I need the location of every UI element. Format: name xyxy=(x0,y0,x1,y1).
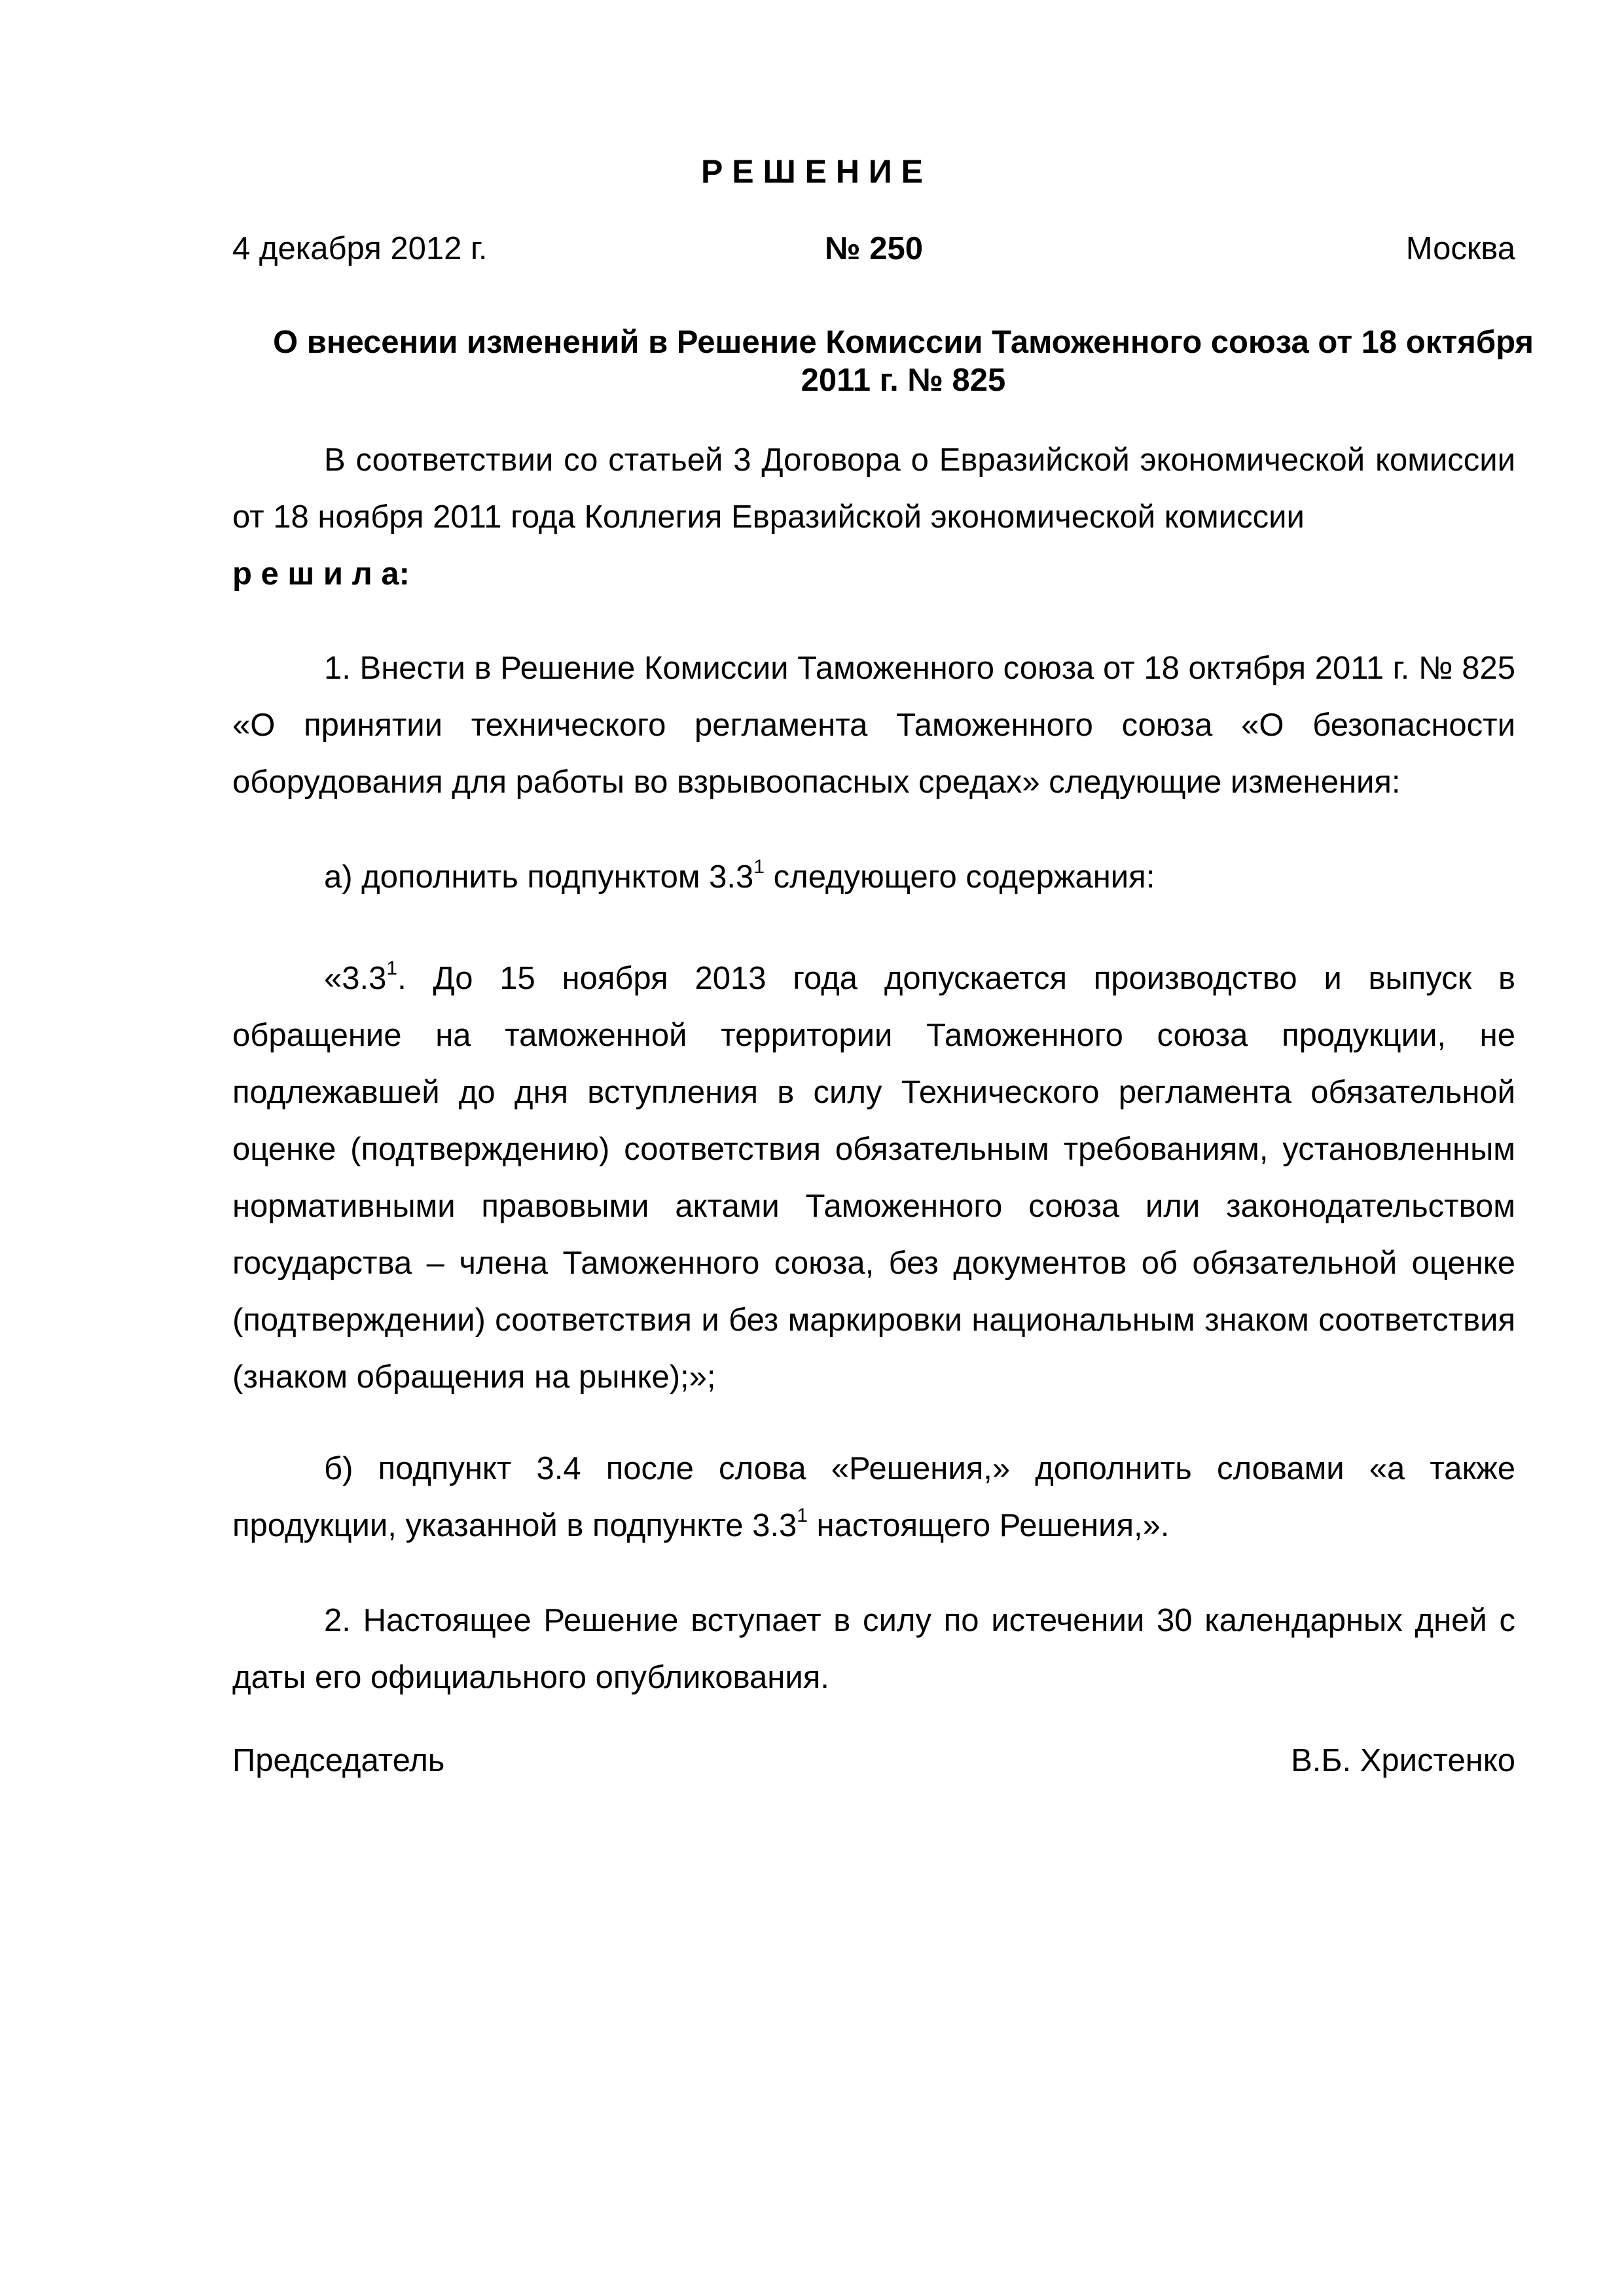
item-1b-after: настоящего Решения,». xyxy=(807,1508,1170,1543)
item-1a-after: следующего содержания: xyxy=(764,859,1155,895)
item-1a-before: а) дополнить подпунктом 3.3 xyxy=(324,859,754,895)
document-number: № 250 xyxy=(825,231,923,266)
document-date: 4 декабря 2012 г. xyxy=(232,231,488,266)
item-1a-paragraph xyxy=(232,849,1515,906)
signer-name: В.Б. Христенко xyxy=(1291,1743,1515,1778)
quote-after: . До 15 ноября 2013 года допускается производство и выпуск в обращение на таможенной территории Таможенного союза продукции, не подлежавшей до дня вступления в силу Технического регламента обязательной оценке (подтверждению) соответствия обязательным требованиям, установленным нормативными правовыми актами Таможенного союза или законодательством государства – члена Таможенного союза, без документов об обязательной оценке (подтверждении) соответствия и без маркировки национальным знаком соответствия (знаком обращения на рынке);»; xyxy=(232,961,1515,1395)
item-1a-sup: 1 xyxy=(753,856,765,878)
signature-row xyxy=(232,1738,1515,1784)
document-title: Р Е Ш Е Н И Е xyxy=(700,153,924,190)
preamble-paragraph xyxy=(232,432,1515,603)
quote-paragraph xyxy=(232,950,1515,1406)
item-2-paragraph xyxy=(232,1592,1515,1706)
document-city: Москва xyxy=(1405,231,1515,266)
decided-word: р е ш и л а: xyxy=(232,556,410,592)
item-1b-paragraph xyxy=(232,1441,1515,1554)
item-1-text: 1. Внести в Решение Комиссии Таможенного союза от 18 октября 2011 г. № 825 «О принятии технического регламента Таможенного союза «О безопасности оборудования для работы во взрывоопасных средах» следующие изменения: xyxy=(232,651,1515,800)
signer-position: Председатель xyxy=(232,1743,445,1778)
item-1b-before: б) подпункт 3.4 после слова «Решения,» дополнить словами «а также продукции, указанной в подпункте 3.3 xyxy=(232,1451,1515,1543)
item-1b-sup: 1 xyxy=(797,1505,808,1526)
item-2-text: 2. Настоящее Решение вступает в силу по истечении 30 календарных дней с даты его официального опубликования. xyxy=(232,1603,1515,1695)
quote-before: «3.3 xyxy=(324,961,387,996)
item-1-paragraph xyxy=(232,640,1515,811)
preamble-text: В соответствии со статьей 3 Договора о Евразийской экономической комиссии от 18 ноября 2011 года Коллегия Евразийской экономической комиссии xyxy=(232,442,1515,535)
quote-sup: 1 xyxy=(386,958,398,979)
document-subject: О внесении изменений в Решение Комиссии Таможенного союза от 18 октября 2011 г. № 825 xyxy=(273,325,1534,398)
document-meta-row xyxy=(232,229,1515,268)
